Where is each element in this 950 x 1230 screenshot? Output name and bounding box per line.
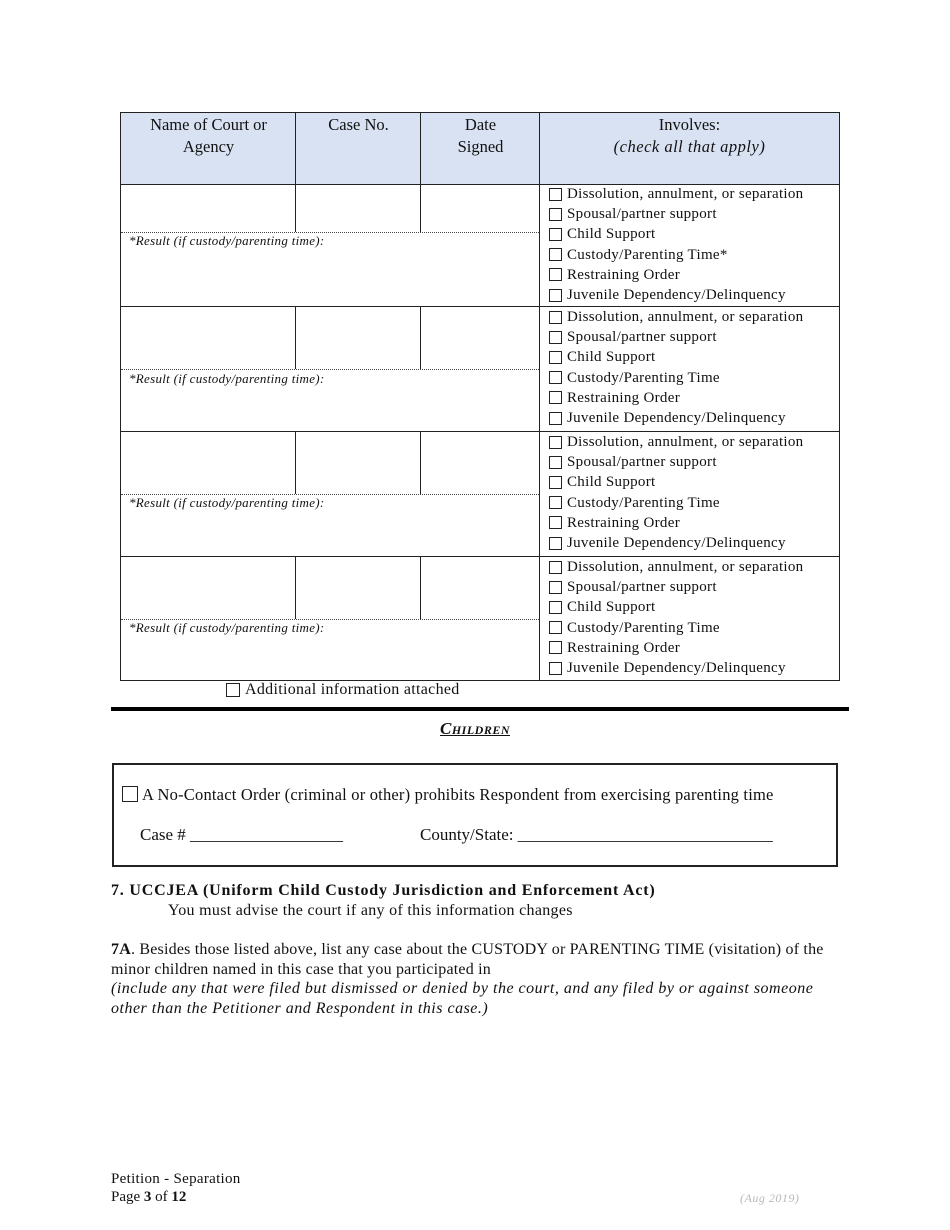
header-case-no: Case No. bbox=[328, 115, 389, 134]
divider bbox=[420, 557, 421, 619]
involves-option[interactable]: Restraining Order bbox=[549, 638, 803, 658]
involves-option[interactable]: Child Support bbox=[549, 224, 803, 244]
involves-options-4 bbox=[549, 557, 803, 678]
checkbox[interactable] bbox=[549, 188, 562, 201]
checkbox[interactable] bbox=[549, 561, 562, 574]
additional-info-option[interactable]: Additional information attached bbox=[226, 681, 460, 699]
involves-option[interactable]: Restraining Order bbox=[549, 265, 803, 285]
checkbox[interactable] bbox=[549, 391, 562, 404]
divider bbox=[295, 307, 296, 369]
involves-options-2 bbox=[549, 307, 803, 428]
divider bbox=[420, 307, 421, 369]
court-name-field-2[interactable] bbox=[123, 308, 293, 368]
children-heading: Children bbox=[439, 719, 510, 738]
table-header bbox=[121, 113, 839, 185]
checkbox[interactable] bbox=[549, 228, 562, 241]
involves-option[interactable]: Custody/Parenting Time bbox=[549, 368, 803, 388]
header-date-signed: Date Signed bbox=[457, 115, 504, 156]
checkbox[interactable] bbox=[549, 621, 562, 634]
court-name-field-3[interactable] bbox=[123, 433, 293, 493]
case-no-field-1[interactable] bbox=[297, 185, 418, 231]
involves-option[interactable]: Juvenile Dependency/Delinquency bbox=[549, 658, 803, 678]
involves-option[interactable]: Child Support bbox=[549, 347, 803, 367]
involves-option[interactable]: Dissolution, annulment, or separation bbox=[549, 432, 803, 452]
involves-option[interactable]: Spousal/partner support bbox=[549, 327, 803, 347]
divider bbox=[420, 184, 421, 232]
checkbox[interactable] bbox=[549, 371, 562, 384]
involves-option[interactable]: Juvenile Dependency/Delinquency bbox=[549, 285, 803, 305]
checkbox[interactable] bbox=[549, 581, 562, 594]
checkbox[interactable] bbox=[549, 601, 562, 614]
checkbox[interactable] bbox=[122, 786, 138, 802]
checkbox[interactable] bbox=[549, 289, 562, 302]
involves-option[interactable]: Dissolution, annulment, or separation bbox=[549, 307, 803, 327]
no-contact-order-box bbox=[112, 763, 838, 867]
header-court: Name of Court or Agency bbox=[150, 115, 267, 156]
county-state-field[interactable]: County/State: ______________________________ bbox=[420, 825, 773, 844]
divider bbox=[295, 432, 296, 494]
checkbox[interactable] bbox=[549, 436, 562, 449]
divider bbox=[295, 557, 296, 619]
date-signed-field-4[interactable] bbox=[422, 558, 537, 618]
result-label-1: *Result (if custody/parenting time): bbox=[129, 233, 325, 248]
divider bbox=[295, 113, 296, 184]
checkbox[interactable] bbox=[549, 268, 562, 281]
checkbox[interactable] bbox=[549, 248, 562, 261]
no-contact-order-option[interactable]: A No-Contact Order (criminal or other) prohibits Respondent from exercising parenting time bbox=[122, 785, 822, 804]
checkbox[interactable] bbox=[549, 537, 562, 550]
involves-option[interactable]: Spousal/partner support bbox=[549, 452, 803, 472]
checkbox[interactable] bbox=[549, 641, 562, 654]
section-7-title: 7. UCCJEA (Uniform Child Custody Jurisdiction and Enforcement Act) bbox=[111, 882, 656, 899]
case-no-field-3[interactable] bbox=[297, 433, 418, 493]
involves-option[interactable]: Custody/Parenting Time bbox=[549, 618, 803, 638]
involves-option[interactable]: Restraining Order bbox=[549, 388, 803, 408]
date-signed-field-2[interactable] bbox=[422, 308, 537, 368]
result-label-2: *Result (if custody/parenting time): bbox=[129, 371, 325, 386]
case-no-field-2[interactable] bbox=[297, 308, 418, 368]
date-signed-field-1[interactable] bbox=[422, 185, 537, 231]
checkbox[interactable] bbox=[549, 516, 562, 529]
checkbox[interactable] bbox=[549, 311, 562, 324]
checkbox[interactable] bbox=[549, 208, 562, 221]
prior-cases-table bbox=[120, 112, 840, 681]
involves-option[interactable]: Juvenile Dependency/Delinquency bbox=[549, 408, 803, 428]
case-number-field[interactable]: Case # __________________ bbox=[140, 825, 344, 844]
footer-revision-date: (Aug 2019) bbox=[740, 1191, 800, 1205]
checkbox[interactable] bbox=[549, 496, 562, 509]
result-label-3: *Result (if custody/parenting time): bbox=[129, 495, 325, 510]
checkbox[interactable] bbox=[549, 476, 562, 489]
checkbox[interactable] bbox=[549, 662, 562, 675]
footer-form-title: Petition - Separation bbox=[111, 1171, 241, 1187]
involves-option[interactable]: Spousal/partner support bbox=[549, 577, 803, 597]
involves-option[interactable]: Juvenile Dependency/Delinquency bbox=[549, 533, 803, 553]
involves-option[interactable]: Dissolution, annulment, or separation bbox=[549, 557, 803, 577]
date-signed-field-3[interactable] bbox=[422, 433, 537, 493]
checkbox[interactable] bbox=[549, 351, 562, 364]
involves-option[interactable]: Dissolution, annulment, or separation bbox=[549, 184, 803, 204]
divider bbox=[121, 369, 539, 370]
divider bbox=[420, 113, 421, 184]
divider bbox=[420, 432, 421, 494]
court-name-field-4[interactable] bbox=[123, 558, 293, 618]
involves-option[interactable]: Custody/Parenting Time* bbox=[549, 245, 803, 265]
checkbox[interactable] bbox=[226, 683, 240, 697]
section-7a-text: 7A. Besides those listed above, list any case about the CUSTODY or PARENTING TIME (visitation) of the minor children named in this case that you participated in (include any that were filed but dismissed or denied by the court, and any filed by or against someone other than the Petitioner and Respondent in this case.) bbox=[111, 941, 824, 1017]
footer-page-number: Page 3 of 12 bbox=[111, 1189, 187, 1205]
header-involves: Involves: (check all that apply) bbox=[613, 115, 766, 156]
involves-option[interactable]: Custody/Parenting Time bbox=[549, 493, 803, 513]
involves-options-1 bbox=[549, 184, 803, 305]
divider bbox=[295, 184, 296, 232]
checkbox[interactable] bbox=[549, 412, 562, 425]
involves-options-3 bbox=[549, 432, 803, 553]
checkbox[interactable] bbox=[549, 456, 562, 469]
involves-option[interactable]: Child Support bbox=[549, 597, 803, 617]
case-no-field-4[interactable] bbox=[297, 558, 418, 618]
section-7-subtitle: You must advise the court if any of this information changes bbox=[168, 902, 573, 919]
result-label-4: *Result (if custody/parenting time): bbox=[129, 620, 325, 635]
involves-option[interactable]: Spousal/partner support bbox=[549, 204, 803, 224]
checkbox[interactable] bbox=[549, 331, 562, 344]
involves-option[interactable]: Restraining Order bbox=[549, 513, 803, 533]
involves-option[interactable]: Child Support bbox=[549, 472, 803, 492]
court-name-field-1[interactable] bbox=[123, 185, 293, 231]
divider bbox=[539, 113, 540, 680]
section-divider bbox=[111, 707, 849, 711]
